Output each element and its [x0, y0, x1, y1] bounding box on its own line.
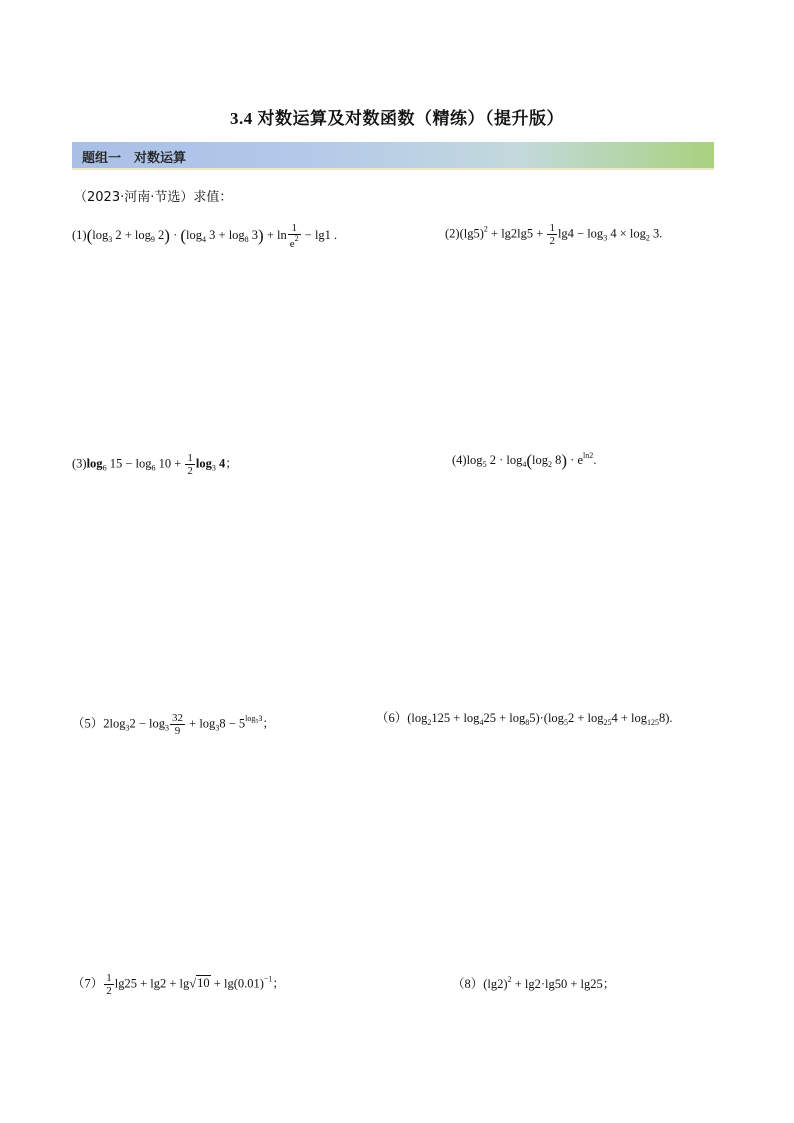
problem-6	[376, 712, 673, 727]
expr-text: e	[289, 238, 295, 251]
expr-text: 3 + log	[206, 227, 245, 242]
paren: (	[86, 225, 93, 245]
expr-text: 25 + log	[483, 711, 526, 725]
denominator	[288, 235, 301, 250]
subscript: 8	[525, 718, 530, 727]
subscript: 2	[547, 460, 552, 469]
numerator: 1	[549, 222, 555, 234]
expr-text: 2	[154, 227, 165, 242]
subscript: 5	[482, 460, 487, 469]
expr-text: log	[186, 227, 203, 242]
page-title: 3.4 对数运算及对数函数（精练）（提升版）	[230, 109, 564, 128]
expr-text: ·	[169, 227, 181, 242]
expr-text: 4 × log	[607, 226, 646, 241]
expr-text: (log	[407, 711, 428, 725]
expr-text: log	[86, 456, 103, 471]
subscript: 6	[102, 463, 107, 473]
expr-text: · e	[567, 453, 583, 467]
expr-text: 2 + log	[567, 711, 604, 725]
denominator: 2	[549, 235, 555, 248]
subscript: 25	[603, 718, 612, 727]
fraction	[288, 222, 301, 250]
problem-5	[72, 712, 275, 737]
problem-8	[452, 976, 615, 991]
subscript: 4	[202, 234, 207, 244]
expr-text: ；	[272, 976, 285, 991]
section-label: 题组一 对数运算	[82, 151, 187, 166]
expr-text: ；	[225, 456, 238, 471]
expr-text: + lg(0.01)	[210, 976, 264, 991]
subscript: 125	[647, 718, 659, 727]
superscript: −1	[263, 974, 273, 984]
problem-3	[72, 452, 238, 477]
numerator: 32	[172, 712, 184, 724]
sqrt-radicand: 10	[197, 976, 210, 991]
expr-text: lg4 − log	[557, 226, 604, 241]
problem-label: (1)	[72, 227, 87, 242]
expr-text: 10 +	[155, 456, 185, 471]
expr-text: 3	[258, 714, 263, 724]
paren: )	[258, 225, 264, 245]
expr-text: log	[245, 714, 256, 724]
subscript: 3	[215, 723, 220, 733]
expr-text: log	[532, 453, 548, 467]
fraction	[170, 712, 185, 737]
numerator: 1	[106, 972, 112, 984]
subscript: 3	[603, 233, 608, 243]
problem-label: （6）	[376, 711, 408, 725]
expr-text: .	[593, 453, 597, 467]
expr-text: 2 − log	[129, 716, 166, 731]
expr-text: 8	[551, 453, 562, 467]
fraction	[547, 222, 557, 247]
paren: )	[164, 225, 170, 245]
denominator: 9	[174, 725, 181, 738]
superscript: 2	[294, 234, 299, 244]
expr-text: 2 · log	[486, 453, 523, 467]
problem-4	[452, 452, 596, 469]
problem-label: （5）	[72, 716, 104, 731]
subscript: 3	[108, 234, 113, 244]
subscript: 2	[645, 233, 650, 243]
superscript: 2	[507, 975, 512, 984]
subscript: 8	[244, 234, 249, 244]
expr-text: 125 + log	[431, 711, 480, 725]
problem-label: （7）	[72, 976, 104, 991]
numerator: 1	[187, 452, 193, 464]
expr-text: log	[195, 456, 212, 471]
problem-label: (4)	[452, 453, 467, 467]
subscript: 5	[255, 719, 259, 726]
section-banner	[72, 142, 714, 170]
expr-text: 8 − 5	[219, 716, 246, 731]
superscript: ln2	[583, 451, 594, 460]
expr-text: − lg1 .	[301, 227, 338, 242]
expr-text: 15 − log	[106, 456, 152, 471]
problem-label: (2)	[445, 226, 460, 241]
problem-source: （2023·河南·节选）求值：	[74, 190, 233, 205]
expr-text: 4	[215, 456, 226, 471]
problem-label: (3)	[72, 456, 87, 471]
fraction	[185, 452, 195, 477]
subscript: 3	[211, 463, 216, 473]
expr-text: (lg2)	[483, 977, 508, 991]
expr-text: + lg2lg5 +	[487, 226, 547, 241]
expr-text: 4 + log	[611, 711, 647, 725]
subscript: 3	[125, 723, 130, 733]
problem-1	[72, 222, 337, 250]
expr-text: + log	[186, 716, 216, 731]
denominator: 2	[106, 985, 112, 998]
superscript: 2	[483, 224, 488, 234]
subscript: 3	[165, 723, 170, 733]
fraction	[104, 972, 114, 997]
paren: (	[180, 225, 187, 245]
denominator: 2	[187, 465, 193, 478]
subscript: 9	[150, 234, 155, 244]
subscript: 5	[563, 718, 568, 727]
problem-2	[445, 222, 662, 247]
numerator: 1	[288, 222, 301, 235]
paren: )	[561, 451, 568, 470]
expr-text: 3	[248, 227, 259, 242]
expr-text: 8).	[659, 711, 673, 725]
expr-text: (lg5)	[459, 226, 484, 241]
expr-text: 3.	[649, 226, 663, 241]
expr-text: + lg2·lg50 + lg25；	[511, 977, 616, 991]
expr-text: log	[466, 453, 483, 467]
subscript: 4	[522, 460, 527, 469]
expr-text: + ln	[263, 227, 287, 242]
superscript	[245, 714, 263, 726]
problem-label: （8）	[452, 977, 484, 991]
expr-text: ；	[262, 716, 275, 731]
sqrt-sign: √	[189, 976, 197, 991]
expr-text: 2log	[103, 716, 126, 731]
subscript: 6	[151, 463, 156, 473]
expr-text: lg25 + lg2 + lg	[114, 976, 190, 991]
problem-7	[72, 972, 285, 997]
subscript: 2	[427, 718, 432, 727]
expr-text: 2 + log	[112, 227, 151, 242]
expr-text: 5)·(log	[529, 711, 564, 725]
subscript: 4	[479, 718, 484, 727]
expr-text: log	[92, 227, 109, 242]
paren: (	[526, 451, 532, 470]
